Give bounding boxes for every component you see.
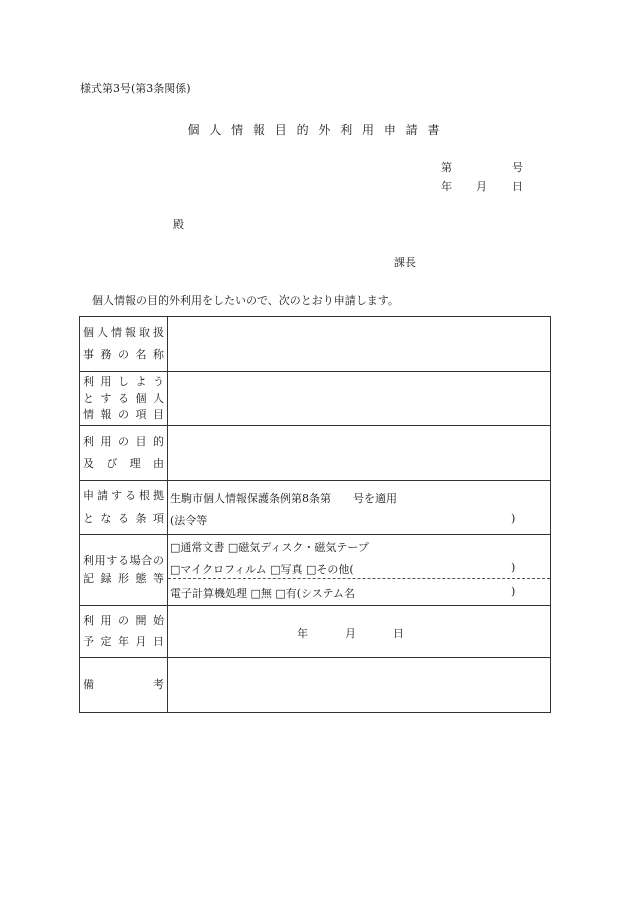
label-char: 由: [152, 457, 164, 471]
record-options-line2-close: ): [511, 561, 516, 574]
dashed-divider: [168, 578, 550, 579]
value-start-date[interactable]: [168, 606, 550, 657]
label-char: 利: [83, 554, 94, 567]
label-char: の: [118, 613, 129, 627]
date-day: 日: [512, 180, 523, 193]
label-char: 条: [135, 511, 147, 525]
value-affairs-name[interactable]: [168, 317, 550, 371]
label-line: [83, 635, 164, 649]
form-number: 様式第3号(第3条関係): [80, 82, 191, 95]
label-affairs-name: [80, 317, 168, 371]
label-char: と: [83, 391, 94, 405]
label-char: 用: [100, 613, 112, 627]
document-title: 個 人 情 報 目 的 外 利 用 申 請 書: [187, 123, 443, 137]
row-purpose: [80, 426, 550, 481]
row-record-format: [80, 535, 550, 606]
label-char: 称: [153, 348, 164, 362]
label-char: 的: [153, 434, 164, 448]
label-char: の: [152, 554, 164, 567]
label-char: 拠: [153, 489, 164, 503]
label-char: 及: [83, 457, 94, 471]
start-month: 月: [345, 627, 356, 640]
label-line: [83, 554, 164, 568]
label-char: の: [118, 408, 129, 422]
row-start-date: [80, 606, 550, 658]
label-char: 扱: [153, 325, 164, 339]
record-computer-processing[interactable]: 電子計算機処理 □無 □有(システム名: [170, 587, 355, 600]
label-line: [83, 512, 164, 526]
row-basis: [80, 481, 550, 535]
record-options-line2[interactable]: □マイクロフィルム □写真 □その他(: [170, 563, 354, 576]
label-char: す: [111, 489, 122, 503]
label-char: と: [83, 511, 94, 525]
label-char: す: [106, 554, 118, 567]
label-char: よ: [135, 374, 147, 388]
label-line: [83, 408, 164, 422]
label-char: 情: [83, 408, 94, 422]
label-line: [83, 572, 164, 586]
label-char: 事: [83, 348, 94, 362]
label-char: る: [118, 391, 129, 405]
label-char: 利: [83, 613, 94, 627]
label-char: 等: [153, 572, 164, 585]
label-char: び: [106, 457, 118, 471]
label-char: 始: [153, 613, 164, 627]
start-day: 日: [393, 627, 404, 640]
label-char: 態: [135, 572, 147, 585]
label-char: 項: [135, 408, 147, 422]
label-char: 用: [100, 434, 112, 448]
label-line: [83, 348, 164, 362]
section-chief: 課長: [394, 256, 416, 269]
label-char: 項: [153, 511, 164, 525]
label-char: 取: [139, 325, 150, 339]
label-line: [83, 435, 164, 449]
label-char: 予: [83, 635, 94, 649]
basis-law-prefix: (法令等: [170, 514, 208, 527]
label-start-date: [80, 606, 168, 657]
label-char: 務: [100, 348, 112, 362]
label-char: る: [125, 489, 136, 503]
label-line: [83, 489, 164, 503]
label-char: 名: [135, 348, 147, 362]
label-char: 報: [100, 408, 112, 422]
label-char: う: [153, 374, 164, 388]
label-char: 用: [100, 374, 112, 388]
row-remarks: [80, 658, 550, 712]
label-line: [83, 326, 164, 340]
label-char: 場: [129, 554, 141, 567]
label-char: 目: [153, 408, 164, 422]
label-char: る: [117, 554, 129, 567]
intro-text: 個人情報の目的外利用をしたいので、次のとおり申請します。: [92, 294, 399, 307]
date-month: 月: [476, 180, 487, 193]
number-dai: 第: [441, 161, 452, 174]
value-basis[interactable]: [168, 481, 550, 534]
number-go: 号: [512, 161, 523, 174]
label-char: 開: [135, 613, 147, 627]
value-remarks[interactable]: [168, 658, 550, 712]
label-char: 日: [153, 635, 164, 649]
label-char: 形: [118, 572, 129, 585]
value-purpose[interactable]: [168, 426, 550, 480]
label-char: 定: [100, 635, 112, 649]
label-char: 備: [83, 678, 94, 691]
label-char: の: [118, 348, 129, 362]
basis-law-suffix: ): [511, 512, 516, 525]
label-char: 用: [94, 554, 106, 567]
label-char: 人: [97, 325, 108, 339]
label-line: [83, 457, 164, 471]
label-char: 年: [118, 635, 129, 649]
label-char: 録: [100, 572, 112, 585]
label-char: 理: [129, 457, 141, 471]
start-year: 年: [297, 627, 308, 640]
value-record-format: [168, 535, 550, 605]
label-char: 情: [111, 325, 122, 339]
label-char: 個: [135, 391, 147, 405]
basis-ordinance-text: 生駒市個人情報保護条例第8条第 号を適用: [170, 492, 397, 505]
label-char: 個: [83, 325, 94, 339]
label-line: [83, 614, 164, 628]
label-line: [83, 392, 164, 406]
label-char: 月: [135, 635, 147, 649]
label-char: 報: [125, 325, 136, 339]
label-basis: [80, 481, 168, 534]
label-char: る: [118, 511, 129, 525]
application-form-table: [79, 316, 551, 713]
label-char: 根: [139, 489, 150, 503]
label-char: 人: [153, 391, 164, 405]
label-char: す: [100, 391, 112, 405]
label-line: [83, 678, 164, 692]
value-items[interactable]: [168, 372, 550, 425]
label-char: 利: [83, 374, 94, 388]
label-char: 利: [83, 434, 94, 448]
label-char: な: [100, 511, 112, 525]
label-char: 記: [83, 572, 94, 585]
label-purpose: [80, 426, 168, 480]
row-affairs-name: [80, 317, 550, 372]
label-remarks: [80, 658, 168, 712]
label-char: 目: [135, 434, 147, 448]
label-line: [83, 375, 164, 389]
record-computer-close: ): [511, 585, 516, 598]
row-items: [80, 372, 550, 426]
label-char: 考: [153, 678, 164, 691]
label-char: 申: [83, 489, 94, 503]
label-char: の: [118, 434, 129, 448]
label-record-format: [80, 535, 168, 605]
addressee-suffix: 殿: [173, 218, 184, 231]
record-options-line1[interactable]: □通常文書 □磁気ディスク・磁気テープ: [170, 541, 369, 554]
label-char: し: [118, 374, 129, 388]
label-char: 請: [97, 489, 108, 503]
label-char: 合: [141, 554, 153, 567]
label-items: [80, 372, 168, 425]
date-year: 年: [441, 180, 452, 193]
